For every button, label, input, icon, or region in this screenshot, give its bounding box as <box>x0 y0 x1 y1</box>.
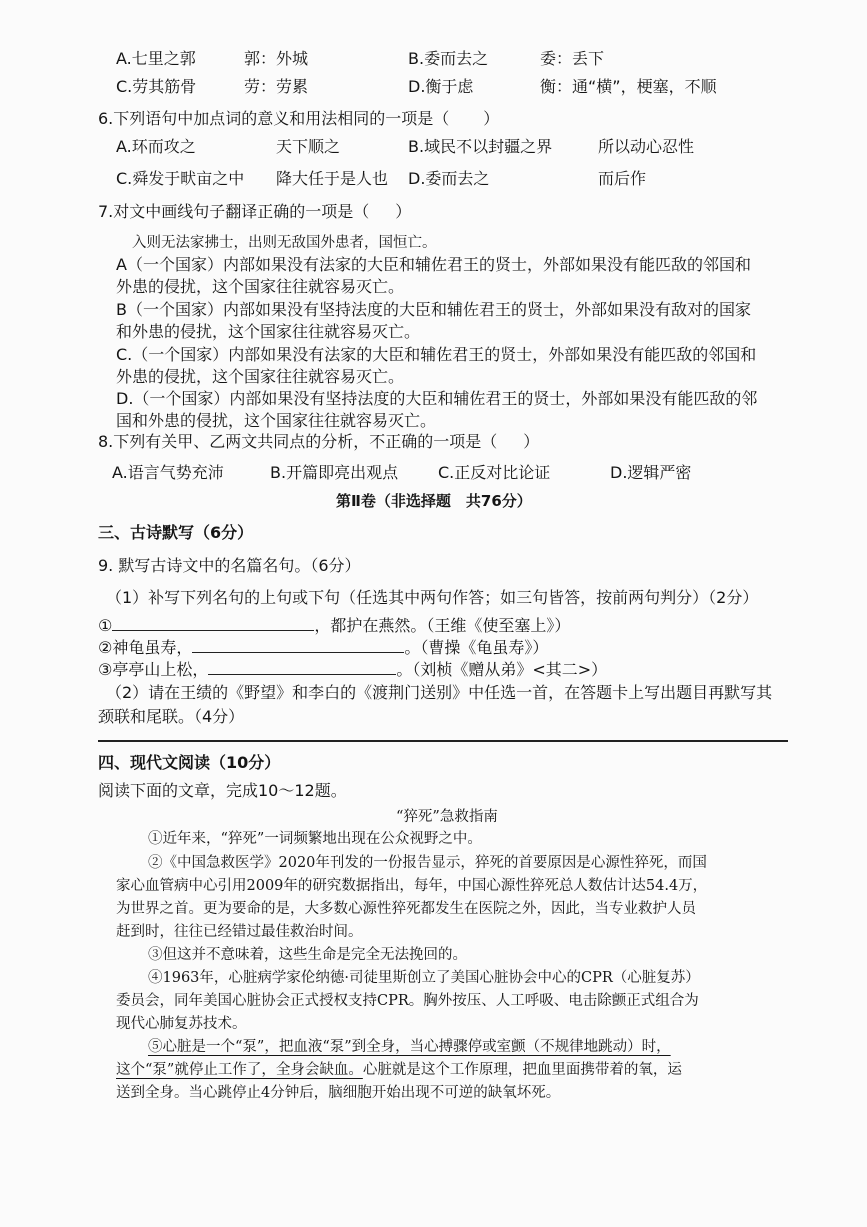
article-para-2-line1: ②《中国急救医学》2020年刊发的一份报告显示，猝死的首要原因是心源性猝死，而国 <box>148 855 707 871</box>
reading-intro: 阅读下面的文章，完成10～12题。 <box>98 781 347 800</box>
article-para-4-line2: 委员会，同年美国心脏协会正式授权支持CPR。胸外按压、人工呼吸、电击除颤正式组合为 <box>116 993 699 1009</box>
underlined-sentence-part2: 这个“泵”就停止工作了，全身会缺血。 <box>116 1062 363 1078</box>
article-para-3: ③但这并不意味着，这些生命是完全无法挽回的。 <box>148 947 467 963</box>
article-para-5-line3: 送到全身。当心跳停止4分钟后，脑细胞开始出现不可逆的缺氧坏死。 <box>116 1085 561 1101</box>
q5-option-b: B.委而去之 <box>408 49 489 68</box>
q5-option-b-gloss: 委：丢下 <box>540 49 605 68</box>
section-divider <box>98 740 788 742</box>
article-para-1: ①近年来，“猝死”一词频繁地出现在公众视野之中。 <box>148 831 482 847</box>
q5-option-c: C.劳其筋骨 <box>116 77 197 96</box>
q9-sub1: （1）补写下列名句的上句或下句（任选其中两句作答；如三句皆答，按前两句判分）（2分） <box>106 588 759 607</box>
q6-option-d1: D.委而去之 <box>408 169 490 188</box>
q8-stem: 8.下列有关甲、乙两文共同点的分析，不正确的一项是（ ） <box>98 432 540 451</box>
q8-option-b: B.开篇即亮出观点 <box>270 463 399 482</box>
article-para-2-line2: 家心血管病中心引用2009年的研究数据指出，每年，中国心源性猝死总人数估计达54.4万， <box>116 878 708 894</box>
q5-option-c-gloss: 劳：劳累 <box>244 77 309 96</box>
q9-item-1: ① ，都护在燕然。（王维《使至塞上》） <box>98 616 571 635</box>
q7-option-c-line2: 外患的侵扰，这个国家往往就容易灭亡。 <box>116 367 405 386</box>
answer-blank-3[interactable] <box>208 658 396 675</box>
q7-option-a-line2: 外患的侵扰，这个国家往往就容易灭亡。 <box>116 277 405 296</box>
q7-option-d-line2: 国和外患的侵扰，这个国家往往就容易灭亡。 <box>116 411 437 430</box>
q6-option-b2: 所以动心忍性 <box>598 137 695 156</box>
q7-quote: 入则无法家拂士，出则无敌国外患者，国恒亡。 <box>132 235 437 251</box>
article-para-2-line4: 赶到时，往往已经错过最佳救治时间。 <box>116 924 363 940</box>
q6-option-d2: 而后作 <box>598 169 647 188</box>
article-title: “猝死”急救指南 <box>396 809 498 825</box>
part-ii-title: 第Ⅱ卷（非选择题 共76分） <box>336 492 532 510</box>
q8-option-c: C.正反对比论证 <box>438 463 551 482</box>
q9-item-3: ③亭亭山上松， 。（刘桢《赠从弟》<其二>） <box>98 660 608 679</box>
q8-option-a: A.语言气势充沛 <box>112 463 224 482</box>
q6-option-c1: C.舜发于畎亩之中 <box>116 169 245 188</box>
q5-option-a-gloss: 郭：外城 <box>244 49 309 68</box>
q6-option-c2: 降大任于是人也 <box>276 169 389 188</box>
q6-option-a1: A.环而攻之 <box>116 137 196 156</box>
article-para-5-line2: 这个“泵”就停止工作了，全身会缺血。心脏就是这个工作原理，把血里面携带着的氧，运 <box>116 1062 682 1078</box>
answer-blank-1[interactable] <box>112 614 314 631</box>
answer-blank-2[interactable] <box>192 636 404 653</box>
q8-option-d: D.逻辑严密 <box>610 463 692 482</box>
q6-stem: 6.下列语句中加点词的意义和用法相同的一项是（ ） <box>98 109 500 128</box>
article-para-5-line1 <box>148 1036 671 1058</box>
q7-option-c-line1: C.（一个国家）内部如果没有法家的大臣和辅佐君王的贤士，外部如果没有能匹敌的邻国和 <box>116 345 757 364</box>
q7-stem: 7.对文中画线句子翻译正确的一项是（ ） <box>98 202 412 221</box>
section-3-title: 三、古诗默写（6分） <box>98 523 254 542</box>
q6-option-a2: 天下顺之 <box>276 137 341 156</box>
q7-option-a-line1: A（一个国家）内部如果没有法家的大臣和辅佐君王的贤士，外部如果没有能匹敌的邻国和 <box>116 255 751 274</box>
q7-option-d-line1: D.（一个国家）内部如果没有坚持法度的大臣和辅佐君王的贤士，外部如果没有能匹敌的邻 <box>116 389 758 408</box>
article-para-4-line1: ④1963年，心脏病学家伦纳德·司徒里斯创立了美国心脏协会中心的CPR（心脏复苏） <box>148 970 700 986</box>
q9-sub2-line2: 颈联和尾联。（4分） <box>98 707 245 726</box>
underlined-sentence-part1: ⑤心脏是一个“泵”，把血液“泵”到全身，当心搏骤停或室颤（不规律地跳动）时， <box>148 1039 671 1055</box>
section-4-title: 四、现代文阅读（10分） <box>98 753 281 772</box>
q6-option-b1: B.域民不以封疆之界 <box>408 137 553 156</box>
article-para-2-line3: 为世界之首。更为要命的是，大多数心源性猝死都发生在医院之外，因此，当专业救护人员 <box>116 901 696 917</box>
article-para-4-line3: 现代心肺复苏技术。 <box>116 1016 247 1032</box>
q5-option-d-gloss: 衡：通“横”，梗塞，不顺 <box>540 77 717 96</box>
q9-stem: 9. 默写古诗文中的名篇名句。（6分） <box>98 556 361 575</box>
q7-option-b-line1: B（一个国家）内部如果没有坚持法度的大臣和辅佐君王的贤士，外部如果没有敌对的国家 <box>116 300 751 319</box>
q5-option-d: D.衡于虑 <box>408 77 474 96</box>
q5-option-a: A.七里之郭 <box>116 49 196 68</box>
q9-sub2-line1: （2）请在王绩的《野望》和李白的《渡荆门送别》中任选一首，在答题卡上写出题目再默写其 <box>106 683 773 702</box>
q7-option-b-line2: 和外患的侵扰，这个国家往往就容易灭亡。 <box>116 322 421 341</box>
q9-item-2: ②神龟虽寿， 。（曹操《龟虽寿》） <box>98 638 549 657</box>
